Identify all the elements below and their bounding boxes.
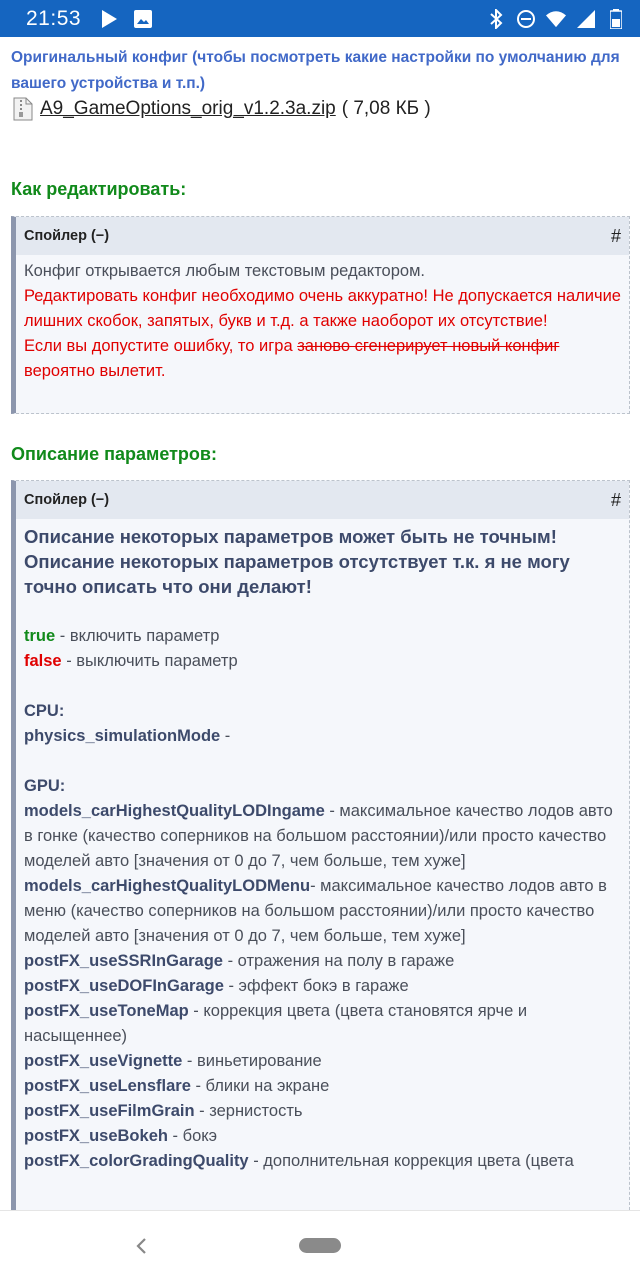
file-icon bbox=[12, 97, 34, 121]
attachment-size: ( 7,08 КБ ) bbox=[341, 98, 431, 119]
param-row bbox=[24, 799, 621, 874]
param-desc: - bbox=[220, 727, 231, 745]
param-desc: - коррекция цвета (цвета становятся ярче и насыщеннее) bbox=[24, 1002, 528, 1045]
image-icon bbox=[133, 9, 153, 29]
param-row bbox=[24, 1049, 621, 1074]
param-row bbox=[24, 874, 621, 949]
attachment bbox=[12, 97, 431, 121]
param-name: postFX_colorGradingQuality bbox=[24, 1152, 249, 1170]
gpu-list bbox=[24, 799, 621, 1174]
battery-icon bbox=[606, 9, 626, 29]
param-desc: - максимальное качество лодов авто в гонке (качество соперников на большом расстоянии)/или просто качество моделей авто [значения от 0 до 7, чем больше, тем хуже] bbox=[24, 802, 613, 870]
true-desc: - включить параметр bbox=[55, 627, 220, 645]
cpu-label: CPU: bbox=[24, 702, 65, 720]
play-icon bbox=[99, 9, 119, 29]
param-desc: - виньетирование bbox=[182, 1052, 322, 1070]
true-line bbox=[24, 624, 621, 649]
param-row bbox=[24, 1074, 621, 1099]
attachment-link[interactable]: A9_GameOptions_orig_v1.2.3a.zip bbox=[40, 98, 336, 119]
param-name: postFX_useBokeh bbox=[24, 1127, 168, 1145]
params-title: Описание параметров: bbox=[11, 444, 217, 464]
param-row bbox=[24, 999, 621, 1049]
spoiler-header[interactable] bbox=[16, 481, 629, 519]
param-name: postFX_useVignette bbox=[24, 1052, 183, 1070]
chevron-left-icon[interactable] bbox=[132, 1233, 152, 1259]
page-content bbox=[0, 37, 640, 1210]
spoiler-label: Спойлер (−) bbox=[24, 228, 110, 244]
edit-line-3-end: вероятно вылетит. bbox=[24, 362, 166, 380]
param-desc: - зернистость bbox=[194, 1102, 303, 1120]
param-name: models_carHighestQualityLODMenu bbox=[24, 877, 311, 895]
param-name: physics_simulationMode bbox=[24, 727, 221, 745]
param-row bbox=[24, 974, 621, 999]
params-warning: Описание некоторых параметров может быть не точным! Описание некоторых параметров отсутствует т.к. я не могу точно описать что они делают! bbox=[24, 526, 570, 597]
false-line bbox=[24, 649, 621, 674]
wifi-icon bbox=[546, 9, 566, 29]
edit-line-3 bbox=[24, 334, 621, 384]
hash-link[interactable]: # bbox=[610, 225, 621, 246]
spoiler-body bbox=[16, 255, 629, 388]
status-time: 21:53 bbox=[26, 6, 82, 30]
param-desc: - эффект бокэ в гараже bbox=[223, 977, 409, 995]
true-word: true bbox=[24, 627, 56, 645]
edit-line-1: Конфиг открывается любым текстовым редактором. bbox=[24, 262, 426, 280]
param-name: models_carHighestQualityLODIngame bbox=[24, 802, 325, 820]
param-row bbox=[24, 1149, 621, 1174]
params-spoiler bbox=[11, 480, 630, 1210]
param-row bbox=[24, 724, 621, 749]
param-name: postFX_useToneMap bbox=[24, 1002, 189, 1020]
edit-line-3-strike: заново сгенерирует новый конфиг bbox=[297, 337, 560, 355]
param-name: postFX_useFilmGrain bbox=[24, 1102, 195, 1120]
original-config-note: Оригинальный конфиг (чтобы посмотреть какие настройки по умолчанию для вашего устройства и т.п.) bbox=[11, 49, 620, 92]
edit-warning: Редактировать конфиг необходимо очень аккуратно! Не допускается наличие лишних скобок, запятых, букв и т.д. а также наоборот их отсутствие! bbox=[24, 287, 621, 330]
how-to-edit-title: Как редактировать: bbox=[11, 179, 187, 199]
home-pill-icon[interactable] bbox=[299, 1238, 341, 1253]
param-row bbox=[24, 1099, 621, 1124]
hash-link[interactable]: # bbox=[610, 489, 621, 510]
gpu-label: GPU: bbox=[24, 777, 66, 795]
param-desc: - блики на экране bbox=[190, 1077, 330, 1095]
param-desc: - максимальное качество лодов авто в меню (качество соперников на большом расстоянии)/или просто качество моделей авто [значения от 0 до 7, чем больше, тем хуже] bbox=[24, 877, 607, 945]
bluetooth-icon bbox=[486, 9, 506, 29]
param-desc: - отражения на полу в гараже bbox=[222, 952, 455, 970]
how-to-edit-spoiler bbox=[11, 216, 630, 414]
param-desc: - дополнительная коррекция цвета (цвета bbox=[248, 1152, 574, 1170]
signal-icon bbox=[576, 9, 596, 29]
cpu-list bbox=[24, 724, 621, 749]
status-bar bbox=[0, 0, 640, 37]
param-row bbox=[24, 1124, 621, 1149]
spoiler-label: Спойлер (−) bbox=[24, 492, 110, 508]
param-name: postFX_useLensflare bbox=[24, 1077, 191, 1095]
param-name: postFX_useDOFInGarage bbox=[24, 977, 224, 995]
param-row bbox=[24, 949, 621, 974]
param-name: postFX_useSSRInGarage bbox=[24, 952, 223, 970]
false-desc: - выключить параметр bbox=[61, 652, 238, 670]
param-desc: - бокэ bbox=[167, 1127, 218, 1145]
spoiler-header[interactable] bbox=[16, 217, 629, 255]
edit-line-3-start: Если вы допустите ошибку, то игра bbox=[24, 337, 298, 355]
do-not-disturb-icon bbox=[516, 9, 536, 29]
false-word: false bbox=[24, 652, 62, 670]
navigation-bar bbox=[0, 1210, 640, 1280]
spoiler-body bbox=[16, 519, 629, 1178]
